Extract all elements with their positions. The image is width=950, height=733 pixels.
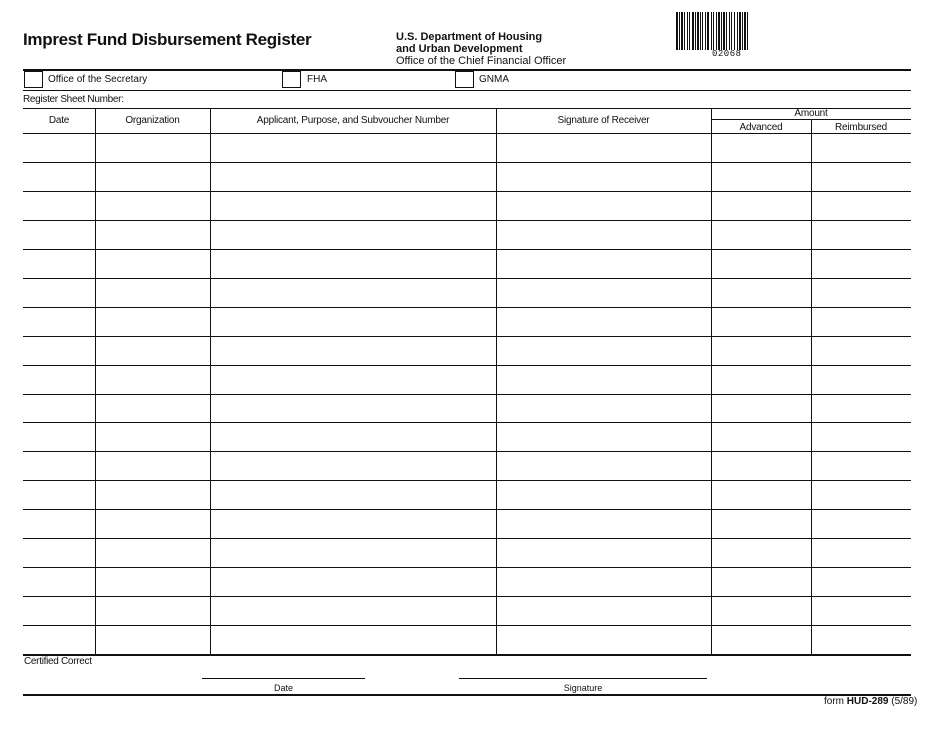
column-header-amount: Amount [794, 108, 828, 119]
cell-reimbursed[interactable] [812, 366, 910, 393]
cell-advanced[interactable] [712, 366, 810, 393]
cell-reimbursed[interactable] [812, 568, 910, 595]
cell-signature[interactable] [497, 510, 710, 537]
barcode-bar [718, 12, 720, 50]
barcode-bar [679, 12, 680, 50]
office-secretary-label: Office of the Secretary [48, 74, 148, 85]
cell-applicant[interactable] [211, 337, 495, 364]
cell-reimbursed[interactable] [812, 481, 910, 508]
barcode-bar [692, 12, 694, 50]
fha-label: FHA [307, 74, 327, 85]
cell-advanced[interactable] [712, 163, 810, 190]
office-bar-bottom-rule [23, 90, 911, 91]
barcode-number: 02068 [712, 49, 742, 59]
cell-advanced[interactable] [712, 568, 810, 595]
fha-checkbox[interactable] [282, 71, 301, 88]
cell-advanced[interactable] [712, 337, 810, 364]
cell-date[interactable] [24, 568, 94, 595]
column-header-organization: Organization [125, 115, 180, 126]
cell-applicant[interactable] [211, 250, 495, 277]
barcode-bar [729, 12, 730, 50]
cell-organization[interactable] [96, 539, 209, 566]
cell-reimbursed[interactable] [812, 510, 910, 537]
cell-organization[interactable] [96, 250, 209, 277]
register-sheet-number-label: Register Sheet Number: [23, 94, 124, 105]
cell-signature[interactable] [497, 134, 710, 161]
certified-correct-label: Certified Correct [24, 656, 92, 667]
cell-reimbursed[interactable] [812, 626, 910, 653]
department-line-3: Office of the Chief Financial Officer [396, 55, 567, 67]
column-header-signature: Signature of Receiver [557, 115, 650, 126]
cell-organization[interactable] [96, 279, 209, 306]
cell-reimbursed[interactable] [812, 308, 910, 335]
cell-advanced[interactable] [712, 423, 810, 450]
cell-advanced[interactable] [712, 626, 810, 653]
barcode-bar [707, 12, 709, 50]
barcode-bar [711, 12, 712, 50]
column-header-advanced: Advanced [739, 122, 783, 133]
cell-organization[interactable] [96, 452, 209, 479]
date-line-label: Date [273, 683, 293, 693]
certified-date-field[interactable] [202, 664, 365, 678]
cell-signature[interactable] [497, 279, 710, 306]
certified-signature-field[interactable] [459, 664, 707, 678]
cell-applicant[interactable] [211, 163, 495, 190]
cell-reimbursed[interactable] [812, 221, 910, 248]
cell-applicant[interactable] [211, 395, 495, 421]
cell-advanced[interactable] [712, 395, 810, 421]
form-number-date: (5/89) [891, 696, 918, 707]
cell-advanced[interactable] [712, 279, 810, 306]
cell-advanced[interactable] [712, 510, 810, 537]
cell-signature[interactable] [497, 221, 710, 248]
cell-organization[interactable] [96, 395, 209, 421]
cell-advanced[interactable] [712, 250, 810, 277]
cell-date[interactable] [24, 308, 94, 335]
cell-signature[interactable] [497, 423, 710, 450]
cell-advanced[interactable] [712, 481, 810, 508]
barcode-bar [739, 12, 741, 50]
cell-organization[interactable] [96, 481, 209, 508]
barcode [676, 12, 774, 50]
cell-organization[interactable] [96, 134, 209, 161]
date-signature-line [202, 678, 365, 679]
cell-date[interactable] [24, 423, 94, 450]
cell-reimbursed[interactable] [812, 452, 910, 479]
barcode-bar [744, 12, 746, 50]
cell-reimbursed[interactable] [812, 250, 910, 277]
cell-date[interactable] [24, 395, 94, 421]
barcode-bar [700, 12, 701, 50]
form-number-prefix: form [824, 696, 844, 707]
cell-organization[interactable] [96, 568, 209, 595]
department-line-2: and Urban Development [396, 43, 523, 55]
cell-applicant[interactable] [211, 134, 495, 161]
column-header-applicant: Applicant, Purpose, and Subvoucher Number [256, 115, 450, 126]
cell-signature[interactable] [497, 366, 710, 393]
form-number-code: HUD-289 [846, 696, 889, 707]
barcode-bar [737, 12, 738, 50]
cell-signature[interactable] [497, 250, 710, 277]
cell-date[interactable] [24, 626, 94, 653]
cell-advanced[interactable] [712, 452, 810, 479]
form-number [824, 696, 917, 707]
barcode-bar [697, 12, 699, 50]
cell-applicant[interactable] [211, 366, 495, 393]
signature-line-label: Signature [563, 683, 603, 693]
cell-applicant[interactable] [211, 279, 495, 306]
cell-date[interactable] [24, 279, 94, 306]
cell-advanced[interactable] [712, 192, 810, 219]
table-bottom-rule [23, 654, 911, 656]
cell-reimbursed[interactable] [812, 163, 910, 190]
cell-date[interactable] [24, 510, 94, 537]
form-title: Imprest Fund Disbursement Register [23, 30, 312, 49]
column-header-reimbursed: Reimbursed [835, 122, 887, 133]
cell-date[interactable] [24, 134, 94, 161]
cell-applicant[interactable] [211, 308, 495, 335]
register-sheet-number-field[interactable] [130, 93, 630, 106]
cell-applicant[interactable] [211, 568, 495, 595]
cell-signature[interactable] [497, 452, 710, 479]
cell-date[interactable] [24, 163, 94, 190]
cell-date[interactable] [24, 539, 94, 566]
cell-organization[interactable] [96, 423, 209, 450]
barcode-bar [684, 12, 685, 50]
cell-date[interactable] [24, 250, 94, 277]
barcode-bar [747, 12, 748, 50]
cell-organization[interactable] [96, 510, 209, 537]
gnma-label: GNMA [479, 74, 509, 85]
cell-reimbursed[interactable] [812, 539, 910, 566]
barcode-bar [723, 12, 725, 50]
cell-advanced[interactable] [712, 221, 810, 248]
cell-date[interactable] [24, 452, 94, 479]
cell-signature[interactable] [497, 192, 710, 219]
barcode-bar [689, 12, 690, 50]
barcode-bar [702, 12, 703, 50]
cell-organization[interactable] [96, 221, 209, 248]
barcode-bar [731, 12, 732, 50]
gnma-checkbox[interactable] [455, 71, 474, 88]
cell-organization[interactable] [96, 163, 209, 190]
cell-advanced[interactable] [712, 308, 810, 335]
cell-reimbursed[interactable] [812, 395, 910, 421]
cell-date[interactable] [24, 366, 94, 393]
cell-signature[interactable] [497, 597, 710, 624]
barcode-bar [742, 12, 743, 50]
barcode-bar [681, 12, 683, 50]
cell-organization[interactable] [96, 597, 209, 624]
cell-signature[interactable] [497, 395, 710, 421]
barcode-bar [734, 12, 735, 50]
cell-organization[interactable] [96, 626, 209, 653]
cell-reimbursed[interactable] [812, 337, 910, 364]
barcode-bar [726, 12, 727, 50]
cell-organization[interactable] [96, 308, 209, 335]
cell-signature[interactable] [497, 163, 710, 190]
cell-advanced[interactable] [712, 134, 810, 161]
barcode-bar [705, 12, 706, 50]
cell-applicant[interactable] [211, 481, 495, 508]
cell-reimbursed[interactable] [812, 597, 910, 624]
cell-applicant[interactable] [211, 192, 495, 219]
barcode-bar [713, 12, 714, 50]
cell-applicant[interactable] [211, 626, 495, 653]
footer-rule [23, 694, 911, 696]
cell-applicant[interactable] [211, 597, 495, 624]
cell-applicant[interactable] [211, 539, 495, 566]
cell-signature[interactable] [497, 481, 710, 508]
department-line-1: U.S. Department of Housing [396, 31, 543, 43]
cell-reimbursed[interactable] [812, 279, 910, 306]
office-secretary-checkbox[interactable] [24, 71, 43, 88]
barcode-bar [676, 12, 678, 50]
cell-signature[interactable] [497, 626, 710, 653]
cell-applicant[interactable] [211, 452, 495, 479]
department-block [396, 31, 566, 67]
barcode-bar [687, 12, 688, 50]
cell-signature[interactable] [497, 337, 710, 364]
cell-organization[interactable] [96, 337, 209, 364]
cell-advanced[interactable] [712, 597, 810, 624]
cell-reimbursed[interactable] [812, 134, 910, 161]
cell-reimbursed[interactable] [812, 192, 910, 219]
cell-applicant[interactable] [211, 423, 495, 450]
cell-reimbursed[interactable] [812, 423, 910, 450]
cell-applicant[interactable] [211, 221, 495, 248]
column-header-date: Date [48, 115, 70, 126]
cell-date[interactable] [24, 221, 94, 248]
cell-organization[interactable] [96, 366, 209, 393]
barcode-bar [716, 12, 717, 50]
barcode-bar [695, 12, 696, 50]
cell-applicant[interactable] [211, 510, 495, 537]
cell-date[interactable] [24, 597, 94, 624]
cell-signature[interactable] [497, 568, 710, 595]
cell-organization[interactable] [96, 192, 209, 219]
signature-line [459, 678, 707, 679]
cell-date[interactable] [24, 481, 94, 508]
cell-advanced[interactable] [712, 539, 810, 566]
cell-date[interactable] [24, 337, 94, 364]
cell-date[interactable] [24, 192, 94, 219]
barcode-bar [721, 12, 722, 50]
cell-signature[interactable] [497, 308, 710, 335]
cell-signature[interactable] [497, 539, 710, 566]
